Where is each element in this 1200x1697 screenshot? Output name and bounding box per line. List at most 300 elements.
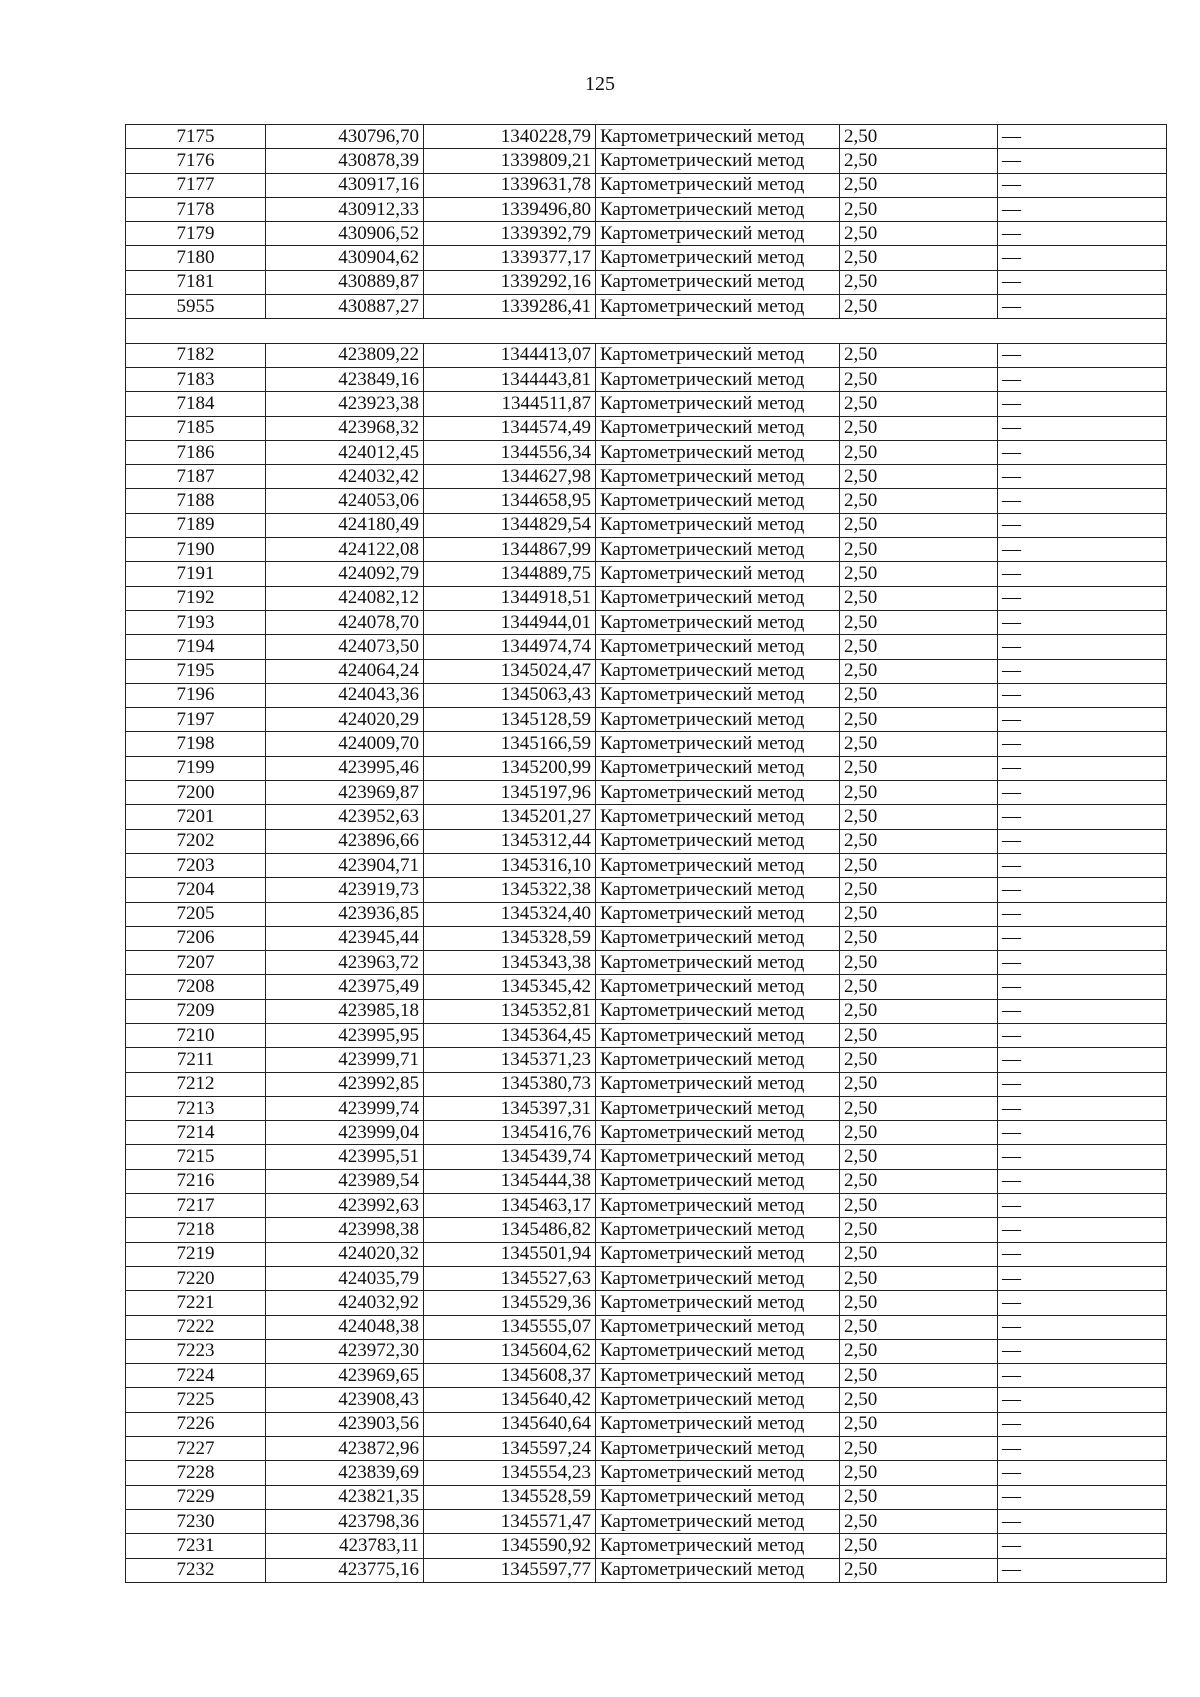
x-coordinate-cell: 430906,52 <box>266 222 424 246</box>
accuracy-cell: 2,50 <box>840 659 998 683</box>
point-number-cell: 7186 <box>126 440 266 464</box>
description-cell: — <box>998 246 1167 270</box>
y-coordinate-cell: 1345316,10 <box>424 853 596 877</box>
x-coordinate-cell: 423945,44 <box>266 926 424 950</box>
method-cell: Картометрический метод <box>596 1534 840 1558</box>
table-row <box>126 149 1167 173</box>
description-cell: — <box>998 1266 1167 1290</box>
accuracy-cell: 2,50 <box>840 562 998 586</box>
description-cell: — <box>998 1096 1167 1120</box>
method-cell: Картометрический метод <box>596 197 840 221</box>
point-number-cell: 7193 <box>126 610 266 634</box>
accuracy-cell: 2,50 <box>840 1315 998 1339</box>
x-coordinate-cell: 423968,32 <box>266 416 424 440</box>
point-number-cell: 7192 <box>126 586 266 610</box>
description-cell: — <box>998 732 1167 756</box>
table-row <box>126 416 1167 440</box>
description-cell: — <box>998 1364 1167 1388</box>
y-coordinate-cell: 1339377,17 <box>424 246 596 270</box>
x-coordinate-cell: 423963,72 <box>266 951 424 975</box>
x-coordinate-cell: 423798,36 <box>266 1509 424 1533</box>
x-coordinate-cell: 423839,69 <box>266 1461 424 1485</box>
table-row <box>126 1121 1167 1145</box>
accuracy-cell: 2,50 <box>840 1388 998 1412</box>
description-cell: — <box>998 1388 1167 1412</box>
table-row <box>126 343 1167 367</box>
description-cell: — <box>998 173 1167 197</box>
point-number-cell: 7208 <box>126 975 266 999</box>
method-cell: Картометрический метод <box>596 1121 840 1145</box>
y-coordinate-cell: 1345554,23 <box>424 1461 596 1485</box>
y-coordinate-cell: 1345024,47 <box>424 659 596 683</box>
x-coordinate-cell: 424020,29 <box>266 708 424 732</box>
method-cell: Картометрический метод <box>596 878 840 902</box>
accuracy-cell: 2,50 <box>840 1194 998 1218</box>
table-row <box>126 440 1167 464</box>
point-number-cell: 7201 <box>126 805 266 829</box>
method-cell: Картометрический метод <box>596 635 840 659</box>
accuracy-cell: 2,50 <box>840 392 998 416</box>
accuracy-cell: 2,50 <box>840 173 998 197</box>
x-coordinate-cell: 423783,11 <box>266 1534 424 1558</box>
x-coordinate-cell: 424048,38 <box>266 1315 424 1339</box>
table-row <box>126 1048 1167 1072</box>
accuracy-cell: 2,50 <box>840 1266 998 1290</box>
method-cell: Картометрический метод <box>596 1023 840 1047</box>
y-coordinate-cell: 1344556,34 <box>424 440 596 464</box>
accuracy-cell: 2,50 <box>840 853 998 877</box>
method-cell: Картометрический метод <box>596 1339 840 1363</box>
description-cell: — <box>998 805 1167 829</box>
method-cell: Картометрический метод <box>596 1461 840 1485</box>
table-row <box>126 1169 1167 1193</box>
method-cell: Картометрический метод <box>596 440 840 464</box>
description-cell: — <box>998 635 1167 659</box>
method-cell: Картометрический метод <box>596 416 840 440</box>
description-cell: — <box>998 1485 1167 1509</box>
description-cell: — <box>998 659 1167 683</box>
coordinates-table <box>125 124 1167 1583</box>
method-cell: Картометрический метод <box>596 1266 840 1290</box>
accuracy-cell: 2,50 <box>840 440 998 464</box>
x-coordinate-cell: 423904,71 <box>266 853 424 877</box>
point-number-cell: 7176 <box>126 149 266 173</box>
description-cell: — <box>998 1121 1167 1145</box>
y-coordinate-cell: 1345312,44 <box>424 829 596 853</box>
point-number-cell: 7210 <box>126 1023 266 1047</box>
method-cell: Картометрический метод <box>596 1315 840 1339</box>
description-cell: — <box>998 1534 1167 1558</box>
table-row <box>126 1339 1167 1363</box>
x-coordinate-cell: 424020,32 <box>266 1242 424 1266</box>
point-number-cell: 7229 <box>126 1485 266 1509</box>
method-cell: Картометрический метод <box>596 1048 840 1072</box>
table-row <box>126 1291 1167 1315</box>
description-cell: — <box>998 149 1167 173</box>
y-coordinate-cell: 1345380,73 <box>424 1072 596 1096</box>
table-row <box>126 781 1167 805</box>
x-coordinate-cell: 423969,87 <box>266 781 424 805</box>
point-number-cell: 7215 <box>126 1145 266 1169</box>
method-cell: Картометрический метод <box>596 999 840 1023</box>
description-cell: — <box>998 1509 1167 1533</box>
accuracy-cell: 2,50 <box>840 343 998 367</box>
point-number-cell: 7206 <box>126 926 266 950</box>
method-cell: Картометрический метод <box>596 781 840 805</box>
accuracy-cell: 2,50 <box>840 878 998 902</box>
y-coordinate-cell: 1344867,99 <box>424 538 596 562</box>
point-number-cell: 7189 <box>126 513 266 537</box>
method-cell: Картометрический метод <box>596 926 840 950</box>
x-coordinate-cell: 423989,54 <box>266 1169 424 1193</box>
y-coordinate-cell: 1345501,94 <box>424 1242 596 1266</box>
point-number-cell: 7178 <box>126 197 266 221</box>
x-coordinate-cell: 423999,74 <box>266 1096 424 1120</box>
y-coordinate-cell: 1339292,16 <box>424 270 596 294</box>
y-coordinate-cell: 1345439,74 <box>424 1145 596 1169</box>
table-row <box>126 125 1167 149</box>
x-coordinate-cell: 423972,30 <box>266 1339 424 1363</box>
description-cell: — <box>998 1169 1167 1193</box>
point-number-cell: 7227 <box>126 1437 266 1461</box>
description-cell: — <box>998 538 1167 562</box>
x-coordinate-cell: 423995,46 <box>266 756 424 780</box>
coordinates-table-body <box>126 125 1167 1583</box>
accuracy-cell: 2,50 <box>840 1509 998 1533</box>
method-cell: Картометрический метод <box>596 465 840 489</box>
description-cell: — <box>998 708 1167 732</box>
accuracy-cell: 2,50 <box>840 1121 998 1145</box>
table-row <box>126 1509 1167 1533</box>
y-coordinate-cell: 1344627,98 <box>424 465 596 489</box>
point-number-cell: 7232 <box>126 1558 266 1582</box>
description-cell: — <box>998 489 1167 513</box>
x-coordinate-cell: 423992,63 <box>266 1194 424 1218</box>
description-cell: — <box>998 1461 1167 1485</box>
table-row <box>126 683 1167 707</box>
table-row <box>126 1485 1167 1509</box>
accuracy-cell: 2,50 <box>840 683 998 707</box>
accuracy-cell: 2,50 <box>840 416 998 440</box>
method-cell: Картометрический метод <box>596 1096 840 1120</box>
table-row <box>126 1023 1167 1047</box>
point-number-cell: 7183 <box>126 367 266 391</box>
table-row <box>126 975 1167 999</box>
point-number-cell: 7213 <box>126 1096 266 1120</box>
y-coordinate-cell: 1345640,42 <box>424 1388 596 1412</box>
x-coordinate-cell: 424043,36 <box>266 683 424 707</box>
accuracy-cell: 2,50 <box>840 222 998 246</box>
accuracy-cell: 2,50 <box>840 149 998 173</box>
description-cell: — <box>998 756 1167 780</box>
x-coordinate-cell: 424009,70 <box>266 732 424 756</box>
x-coordinate-cell: 430889,87 <box>266 270 424 294</box>
table-row <box>126 805 1167 829</box>
x-coordinate-cell: 430796,70 <box>266 125 424 149</box>
accuracy-cell: 2,50 <box>840 1437 998 1461</box>
accuracy-cell: 2,50 <box>840 1023 998 1047</box>
method-cell: Картометрический метод <box>596 1242 840 1266</box>
section-separator-cell <box>126 319 1167 343</box>
point-number-cell: 7223 <box>126 1339 266 1363</box>
x-coordinate-cell: 423908,43 <box>266 1388 424 1412</box>
y-coordinate-cell: 1345608,37 <box>424 1364 596 1388</box>
table-row <box>126 1218 1167 1242</box>
y-coordinate-cell: 1345200,99 <box>424 756 596 780</box>
method-cell: Картометрический метод <box>596 1485 840 1509</box>
point-number-cell: 7228 <box>126 1461 266 1485</box>
point-number-cell: 7203 <box>126 853 266 877</box>
table-row <box>126 1194 1167 1218</box>
x-coordinate-cell: 423952,63 <box>266 805 424 829</box>
description-cell: — <box>998 1339 1167 1363</box>
accuracy-cell: 2,50 <box>840 538 998 562</box>
description-cell: — <box>998 416 1167 440</box>
accuracy-cell: 2,50 <box>840 999 998 1023</box>
method-cell: Картометрический метод <box>596 222 840 246</box>
point-number-cell: 7190 <box>126 538 266 562</box>
table-row <box>126 465 1167 489</box>
description-cell: — <box>998 853 1167 877</box>
accuracy-cell: 2,50 <box>840 270 998 294</box>
table-row <box>126 246 1167 270</box>
x-coordinate-cell: 423998,38 <box>266 1218 424 1242</box>
y-coordinate-cell: 1339496,80 <box>424 197 596 221</box>
accuracy-cell: 2,50 <box>840 513 998 537</box>
description-cell: — <box>998 1242 1167 1266</box>
description-cell: — <box>998 586 1167 610</box>
y-coordinate-cell: 1345063,43 <box>424 683 596 707</box>
y-coordinate-cell: 1345555,07 <box>424 1315 596 1339</box>
method-cell: Картометрический метод <box>596 173 840 197</box>
accuracy-cell: 2,50 <box>840 610 998 634</box>
accuracy-cell: 2,50 <box>840 1072 998 1096</box>
table-row <box>126 1412 1167 1436</box>
point-number-cell: 7218 <box>126 1218 266 1242</box>
method-cell: Картометрический метод <box>596 1558 840 1582</box>
table-row <box>126 659 1167 683</box>
x-coordinate-cell: 424053,06 <box>266 489 424 513</box>
table-row <box>126 635 1167 659</box>
y-coordinate-cell: 1345597,24 <box>424 1437 596 1461</box>
x-coordinate-cell: 430904,62 <box>266 246 424 270</box>
point-number-cell: 7217 <box>126 1194 266 1218</box>
y-coordinate-cell: 1345444,38 <box>424 1169 596 1193</box>
x-coordinate-cell: 424032,92 <box>266 1291 424 1315</box>
method-cell: Картометрический метод <box>596 732 840 756</box>
y-coordinate-cell: 1345527,63 <box>424 1266 596 1290</box>
description-cell: — <box>998 902 1167 926</box>
x-coordinate-cell: 424082,12 <box>266 586 424 610</box>
point-number-cell: 7175 <box>126 125 266 149</box>
description-cell: — <box>998 975 1167 999</box>
x-coordinate-cell: 424064,24 <box>266 659 424 683</box>
method-cell: Картометрический метод <box>596 149 840 173</box>
point-number-cell: 7194 <box>126 635 266 659</box>
x-coordinate-cell: 423923,38 <box>266 392 424 416</box>
table-row <box>126 270 1167 294</box>
table-row <box>126 756 1167 780</box>
table-row <box>126 829 1167 853</box>
accuracy-cell: 2,50 <box>840 805 998 829</box>
table-row <box>126 999 1167 1023</box>
method-cell: Картометрический метод <box>596 683 840 707</box>
y-coordinate-cell: 1345604,62 <box>424 1339 596 1363</box>
x-coordinate-cell: 423872,96 <box>266 1437 424 1461</box>
point-number-cell: 7177 <box>126 173 266 197</box>
description-cell: — <box>998 1437 1167 1461</box>
method-cell: Картометрический метод <box>596 1194 840 1218</box>
y-coordinate-cell: 1344658,95 <box>424 489 596 513</box>
y-coordinate-cell: 1345597,77 <box>424 1558 596 1582</box>
description-cell: — <box>998 1412 1167 1436</box>
accuracy-cell: 2,50 <box>840 732 998 756</box>
x-coordinate-cell: 423849,16 <box>266 367 424 391</box>
point-number-cell: 7230 <box>126 1509 266 1533</box>
description-cell: — <box>998 1558 1167 1582</box>
method-cell: Картометрический метод <box>596 975 840 999</box>
point-number-cell: 7216 <box>126 1169 266 1193</box>
method-cell: Картометрический метод <box>596 392 840 416</box>
accuracy-cell: 2,50 <box>840 1461 998 1485</box>
method-cell: Картометрический метод <box>596 343 840 367</box>
y-coordinate-cell: 1345128,59 <box>424 708 596 732</box>
description-cell: — <box>998 829 1167 853</box>
point-number-cell: 7198 <box>126 732 266 756</box>
x-coordinate-cell: 424092,79 <box>266 562 424 586</box>
description-cell: — <box>998 465 1167 489</box>
method-cell: Картометрический метод <box>596 1072 840 1096</box>
x-coordinate-cell: 424078,70 <box>266 610 424 634</box>
x-coordinate-cell: 423896,66 <box>266 829 424 853</box>
table-row <box>126 878 1167 902</box>
y-coordinate-cell: 1339286,41 <box>424 295 596 319</box>
accuracy-cell: 2,50 <box>840 635 998 659</box>
description-cell: — <box>998 562 1167 586</box>
x-coordinate-cell: 423995,95 <box>266 1023 424 1047</box>
method-cell: Картометрический метод <box>596 829 840 853</box>
x-coordinate-cell: 424012,45 <box>266 440 424 464</box>
method-cell: Картометрический метод <box>596 610 840 634</box>
y-coordinate-cell: 1345345,42 <box>424 975 596 999</box>
accuracy-cell: 2,50 <box>840 1485 998 1509</box>
table-row <box>126 489 1167 513</box>
y-coordinate-cell: 1344443,81 <box>424 367 596 391</box>
y-coordinate-cell: 1339809,21 <box>424 149 596 173</box>
y-coordinate-cell: 1345166,59 <box>424 732 596 756</box>
y-coordinate-cell: 1345571,47 <box>424 1509 596 1533</box>
method-cell: Картометрический метод <box>596 1388 840 1412</box>
description-cell: — <box>998 1072 1167 1096</box>
description-cell: — <box>998 392 1167 416</box>
table-row <box>126 513 1167 537</box>
method-cell: Картометрический метод <box>596 708 840 732</box>
accuracy-cell: 2,50 <box>840 1096 998 1120</box>
accuracy-cell: 2,50 <box>840 926 998 950</box>
accuracy-cell: 2,50 <box>840 756 998 780</box>
accuracy-cell: 2,50 <box>840 829 998 853</box>
accuracy-cell: 2,50 <box>840 295 998 319</box>
method-cell: Картометрический метод <box>596 270 840 294</box>
y-coordinate-cell: 1345352,81 <box>424 999 596 1023</box>
x-coordinate-cell: 423975,49 <box>266 975 424 999</box>
accuracy-cell: 2,50 <box>840 781 998 805</box>
description-cell: — <box>998 1291 1167 1315</box>
table-row <box>126 1558 1167 1582</box>
accuracy-cell: 2,50 <box>840 951 998 975</box>
table-row <box>126 586 1167 610</box>
method-cell: Картометрический метод <box>596 246 840 270</box>
description-cell: — <box>998 1145 1167 1169</box>
page-number: 125 <box>585 73 615 95</box>
point-number-cell: 7222 <box>126 1315 266 1339</box>
method-cell: Картометрический метод <box>596 586 840 610</box>
y-coordinate-cell: 1345397,31 <box>424 1096 596 1120</box>
x-coordinate-cell: 423999,71 <box>266 1048 424 1072</box>
description-cell: — <box>998 781 1167 805</box>
y-coordinate-cell: 1345343,38 <box>424 951 596 975</box>
y-coordinate-cell: 1345486,82 <box>424 1218 596 1242</box>
method-cell: Картометрический метод <box>596 562 840 586</box>
y-coordinate-cell: 1345528,59 <box>424 1485 596 1509</box>
y-coordinate-cell: 1345640,64 <box>424 1412 596 1436</box>
table-row <box>126 392 1167 416</box>
point-number-cell: 7231 <box>126 1534 266 1558</box>
description-cell: — <box>998 197 1167 221</box>
y-coordinate-cell: 1345416,76 <box>424 1121 596 1145</box>
point-number-cell: 7195 <box>126 659 266 683</box>
accuracy-cell: 2,50 <box>840 1534 998 1558</box>
point-number-cell: 7202 <box>126 829 266 853</box>
x-coordinate-cell: 424035,79 <box>266 1266 424 1290</box>
point-number-cell: 7191 <box>126 562 266 586</box>
x-coordinate-cell: 424073,50 <box>266 635 424 659</box>
method-cell: Картометрический метод <box>596 513 840 537</box>
y-coordinate-cell: 1344413,07 <box>424 343 596 367</box>
table-row <box>126 902 1167 926</box>
section-separator-row <box>126 319 1167 343</box>
method-cell: Картометрический метод <box>596 1145 840 1169</box>
y-coordinate-cell: 1344889,75 <box>424 562 596 586</box>
y-coordinate-cell: 1344974,74 <box>424 635 596 659</box>
description-cell: — <box>998 367 1167 391</box>
table-row <box>126 367 1167 391</box>
x-coordinate-cell: 423936,85 <box>266 902 424 926</box>
x-coordinate-cell: 423992,85 <box>266 1072 424 1096</box>
point-number-cell: 7197 <box>126 708 266 732</box>
point-number-cell: 7204 <box>126 878 266 902</box>
accuracy-cell: 2,50 <box>840 465 998 489</box>
y-coordinate-cell: 1344511,87 <box>424 392 596 416</box>
method-cell: Картометрический метод <box>596 1169 840 1193</box>
y-coordinate-cell: 1344944,01 <box>424 610 596 634</box>
method-cell: Картометрический метод <box>596 1291 840 1315</box>
x-coordinate-cell: 423903,56 <box>266 1412 424 1436</box>
x-coordinate-cell: 423995,51 <box>266 1145 424 1169</box>
method-cell: Картометрический метод <box>596 367 840 391</box>
accuracy-cell: 2,50 <box>840 1218 998 1242</box>
x-coordinate-cell: 430917,16 <box>266 173 424 197</box>
table-row <box>126 538 1167 562</box>
x-coordinate-cell: 423969,65 <box>266 1364 424 1388</box>
y-coordinate-cell: 1345463,17 <box>424 1194 596 1218</box>
description-cell: — <box>998 1023 1167 1047</box>
x-coordinate-cell: 424032,42 <box>266 465 424 489</box>
point-number-cell: 7182 <box>126 343 266 367</box>
table-row <box>126 1266 1167 1290</box>
y-coordinate-cell: 1345371,23 <box>424 1048 596 1072</box>
description-cell: — <box>998 1218 1167 1242</box>
